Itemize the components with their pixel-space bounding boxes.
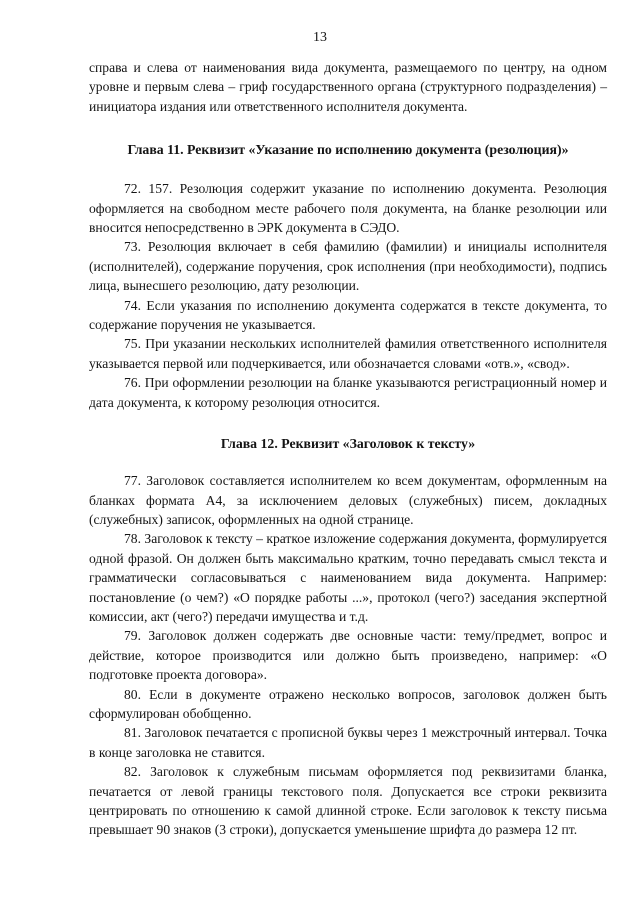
paragraph-80: 80. Если в документе отражено несколько вопросов, заголовок должен быть сформулирован обобщенно. [89, 686, 607, 721]
paragraph-78: 78. Заголовок к тексту – краткое изложение содержания документа, формулируется одной фразой. Он должен быть максимально кратким, точно передавать смысл текста и грамматически согласовываться с наименованием вида документа. Например: постановление (о чем?) «О порядке работы ...», протокол (чего?) заседания экспертной комиссии, акт (чего?) передачи имущества и т.д. [89, 531, 607, 624]
paragraph-79: 79. Заголовок должен содержать две основные части: тему/предмет, вопрос и действие, которое производится или должно быть произведено, например: «О подготовке проекта договора». [89, 628, 607, 683]
document-body [89, 58, 607, 840]
page-number: 13 [313, 30, 327, 45]
paragraph-74: 74. Если указания по исполнению документа содержатся в тексте документа, то содержание поручения не указывается. [89, 297, 607, 333]
chapter-12-heading: Глава 12. Реквизит «Заголовок к тексту» [220, 436, 476, 452]
paragraph-81: 81. Заголовок печатается с прописной буквы через 1 межстрочный интервал. Точка в конце заголовка не ставится. [89, 725, 607, 760]
paragraph-73: 73. Резолюция включает в себя фамилию (фамилии) и инициалы исполнителя (исполнителей), содержание поручения, срок исполнения (при необходимости), подпись лица, вынесшего резолюцию, дату резолюции. [89, 239, 607, 294]
chapter-11-heading: Глава 11. Реквизит «Указание по исполнению документа (резолюция)» [127, 142, 569, 158]
paragraph-76: 76. При оформлении резолюции на бланке указываются регистрационный номер и дата документа, к которому резолюция относится. [89, 375, 607, 410]
intro-paragraph: справа и слева от наименования вида документа, размещаемого по центру, на одном уровне и первым слева – гриф государственного органа (структурного подразделения) – инициатора издания или ответственного исполнителя документа. [89, 60, 607, 114]
paragraph-75: 75. При указании нескольких исполнителей фамилия ответственного исполнителя указывается первой или подчеркивается, или обозначается словами «отв.», «свод». [89, 336, 607, 371]
paragraph-82: 82. Заголовок к служебным письмам оформляется под реквизитами бланка, печатается от левой границы текстового поля. Допускается все строки реквизита центрировать по отношению к самой длинной строке. Если заголовок к тексту письма превышает 90 знаков (3 строки), допускается уменьшение шрифта до размера 12 пт. [89, 764, 607, 838]
paragraph-77: 77. Заголовок составляется исполнителем ко всем документам, оформленным на бланках формата А4, за исключением деловых (служебных) писем, докладных (служебных) записок, оформленных на одной странице. [89, 473, 607, 527]
paragraph-72: 72. 157. Резолюция содержит указание по исполнению документа. Резолюция оформляется на свободном месте рабочего поля документа, на бланке резолюции или вносится непосредственно в ЭРК документа в СЭДО. [89, 181, 607, 236]
